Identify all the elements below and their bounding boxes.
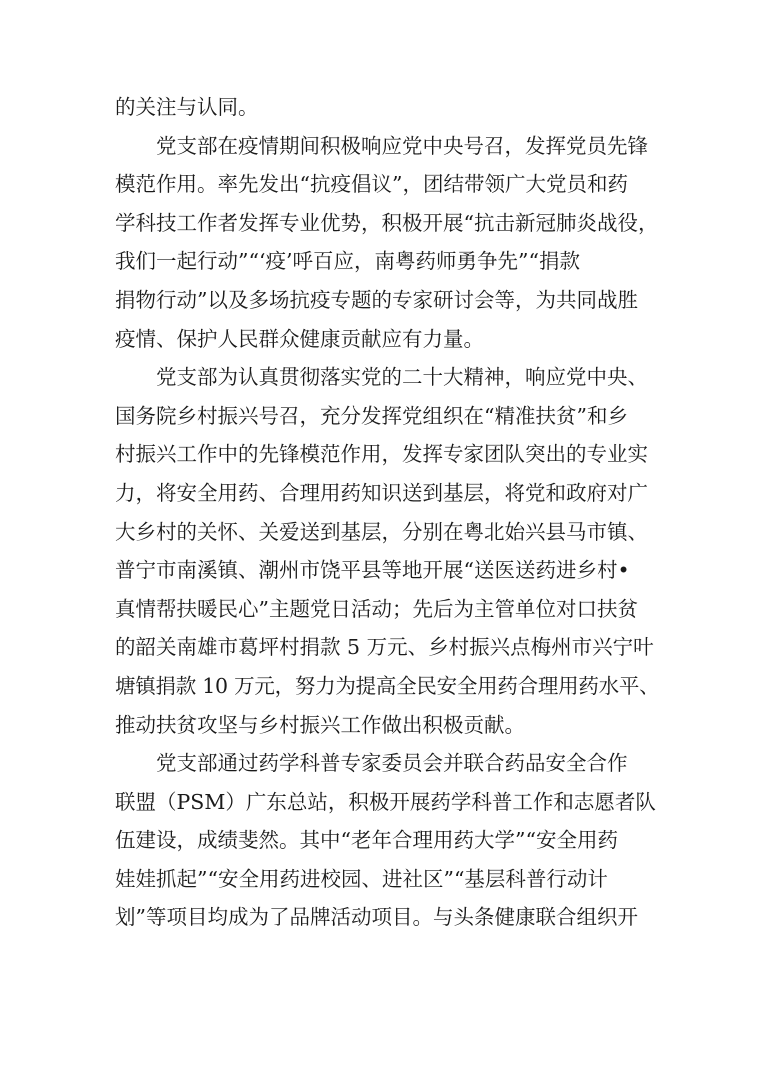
text-line: 我们一起行动”“‘疫’呼百应，南粤药师勇争先”“捐款 bbox=[115, 249, 580, 274]
text-line: 普宁市南溪镇、潮州市饶平县等地开展“送医送药进乡村• bbox=[115, 558, 630, 583]
text-line: 划”等项目均成为了品牌活动项目。与头条健康联合组织开 bbox=[115, 905, 638, 930]
body-text bbox=[115, 88, 660, 937]
text-line: 模范作用。率先发出“抗疫倡议”，团结带领广大党员和药 bbox=[115, 172, 628, 197]
text-line: 捐物行动”以及多场抗疫专题的专家研讨会等，为共同战胜 bbox=[115, 287, 638, 312]
text-line: 疫情、保护人民群众健康贡献应有力量。 bbox=[115, 326, 484, 351]
text-line: 村振兴工作中的先锋模范作用，发挥专家团队突出的专业实 bbox=[115, 442, 648, 467]
text-line: 推动扶贫攻坚与乡村振兴工作做出积极贡献。 bbox=[115, 712, 525, 737]
text-line: 的关注与认同。 bbox=[115, 95, 259, 119]
text-line: 力，将安全用药、合理用药知识送到基层，将党和政府对广 bbox=[115, 480, 648, 505]
text-line: 党支部为认真贯彻落实党的二十大精神，响应党中央、 bbox=[156, 365, 648, 390]
text-line: 伍建设，成绩斐然。其中“老年合理用药大学”“安全用药 bbox=[115, 828, 618, 853]
text-line: 学科技工作者发挥专业优势，积极开展“抗击新冠肺炎战役， bbox=[115, 210, 659, 235]
text-line: 的韶关南雄市葛坪村捐款 5 万元、乡村振兴点梅州市兴宁叶 bbox=[115, 635, 654, 660]
text-line: 国务院乡村振兴号召，充分发挥党组织在“精准扶贫”和乡 bbox=[115, 403, 628, 428]
text-line: 党支部在疫情期间积极响应党中央号召，发挥党员先锋 bbox=[156, 133, 648, 158]
text-line: 娃娃抓起”“安全用药进校园、进社区”“基层科普行动计 bbox=[115, 866, 608, 891]
text-line: 党支部通过药学科普专家委员会并联合药品安全合作 bbox=[156, 751, 628, 776]
text-line: 塘镇捐款 10 万元，努力为提高全民安全用药合理用药水平、 bbox=[115, 673, 660, 698]
text-line: 真情帮扶暖民心”主题党日活动；先后为主管单位对口扶贫 bbox=[115, 596, 638, 621]
text-line: 大乡村的关怀、关爱送到基层，分别在粤北始兴县马市镇、 bbox=[115, 519, 648, 544]
text-line: 联盟（PSM）广东总站，积极开展药学科普工作和志愿者队 bbox=[115, 789, 656, 814]
